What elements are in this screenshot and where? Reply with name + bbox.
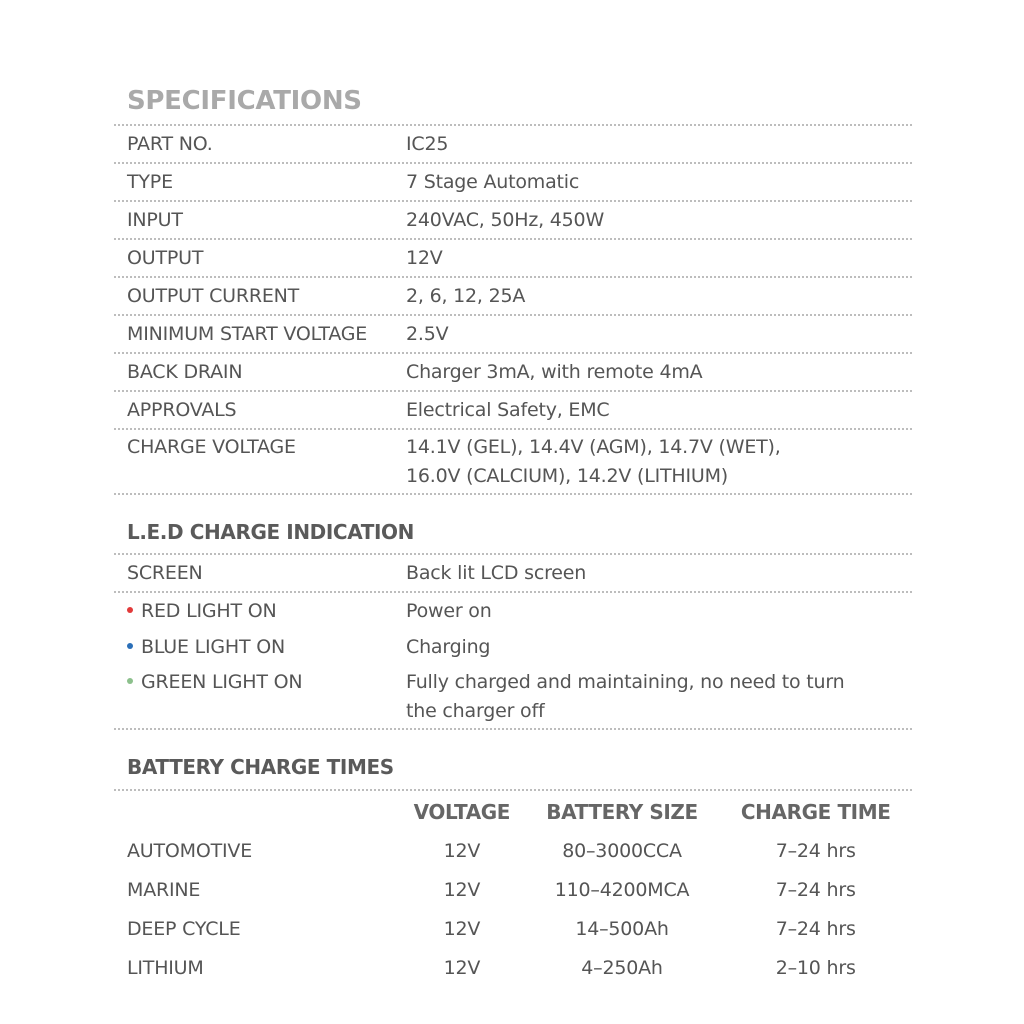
spec-row-charge-voltage (114, 430, 912, 493)
green-dot-icon (127, 678, 133, 684)
led-value-line: Fully charged and maintaining, no need to turn (406, 671, 845, 693)
charge-times-table (114, 791, 912, 987)
spec-row-output-current (114, 278, 912, 314)
cell-battery-size: 4–250Ah (581, 956, 663, 979)
table-header-empty (114, 791, 399, 831)
spec-value-line: 14.1V (GEL), 14.4V (AGM), 14.7V (WET), (406, 436, 781, 458)
cell-battery-type: DEEP CYCLE (127, 917, 241, 940)
red-dot-icon (127, 607, 133, 613)
spec-value: 2, 6, 12, 25A (406, 285, 526, 307)
spec-row-back-drain (114, 354, 912, 390)
led-row-screen (114, 555, 912, 591)
led-value-line: the charger off (406, 700, 545, 722)
cell-voltage: 12V (443, 917, 481, 940)
spec-row-type (114, 164, 912, 200)
table-header-row (114, 791, 912, 831)
charge-times-heading: BATTERY CHARGE TIMES (127, 755, 394, 779)
column-header-charge-time: CHARGE TIME (740, 800, 891, 824)
spec-label: TYPE (127, 171, 173, 193)
spec-label: APPROVALS (127, 399, 237, 421)
led-label (114, 668, 406, 697)
cell-battery-type: AUTOMOTIVE (127, 839, 253, 862)
spec-value: Charger 3mA, with remote 4mA (406, 361, 703, 383)
spec-row-input (114, 202, 912, 238)
cell-voltage: 12V (443, 878, 481, 901)
led-value: Charging (406, 636, 491, 658)
led-value: Power on (406, 600, 492, 622)
spec-value: 2.5V (406, 323, 449, 345)
spec-label: OUTPUT (127, 247, 204, 269)
spec-label: OUTPUT CURRENT (127, 285, 300, 307)
spec-label: INPUT (127, 209, 183, 231)
led-label (114, 597, 406, 626)
spec-label: BACK DRAIN (127, 361, 243, 383)
led-row-blue (114, 629, 912, 665)
column-header-battery-size: BATTERY SIZE (546, 800, 698, 824)
led-label (114, 633, 406, 662)
cell-charge-time: 7–24 hrs (775, 917, 856, 940)
led-section-heading: L.E.D CHARGE INDICATION (127, 520, 414, 544)
table-row (114, 831, 912, 870)
led-label-text: RED LIGHT ON (141, 600, 277, 622)
cell-battery-type: MARINE (127, 878, 201, 901)
led-row-green (114, 665, 912, 728)
led-label: SCREEN (127, 562, 203, 584)
cell-voltage: 12V (443, 956, 481, 979)
cell-battery-type: LITHIUM (127, 956, 204, 979)
spec-value: IC25 (406, 133, 449, 155)
cell-battery-size: 110–4200MCA (554, 878, 690, 901)
page-title: SPECIFICATIONS (127, 86, 362, 116)
table-row (114, 948, 912, 987)
led-label-text: GREEN LIGHT ON (141, 671, 303, 693)
cell-charge-time: 2–10 hrs (775, 956, 856, 979)
spec-value: 240VAC, 50Hz, 450W (406, 209, 605, 231)
spec-row-min-start-voltage (114, 316, 912, 352)
spec-row-part-no (114, 126, 912, 162)
led-label-text: BLUE LIGHT ON (141, 636, 286, 658)
table-row (114, 870, 912, 909)
spec-row-approvals (114, 392, 912, 428)
spec-value: Electrical Safety, EMC (406, 399, 610, 421)
cell-charge-time: 7–24 hrs (775, 878, 856, 901)
table-row (114, 909, 912, 948)
spec-value (406, 433, 912, 491)
spec-row-output (114, 240, 912, 276)
column-header-voltage: VOLTAGE (413, 800, 511, 824)
led-row-red (114, 593, 912, 629)
cell-battery-size: 80–3000CCA (562, 839, 682, 862)
spec-sheet (114, 84, 912, 987)
led-value (406, 668, 912, 726)
spec-label: PART NO. (127, 133, 213, 155)
cell-voltage: 12V (443, 839, 481, 862)
led-value: Back lit LCD screen (406, 562, 587, 584)
spec-value: 7 Stage Automatic (406, 171, 580, 193)
spec-value: 12V (406, 247, 443, 269)
cell-charge-time: 7–24 hrs (775, 839, 856, 862)
spec-label: CHARGE VOLTAGE (127, 436, 296, 458)
blue-dot-icon (127, 643, 133, 649)
cell-battery-size: 14–500Ah (575, 917, 669, 940)
spec-label: MINIMUM START VOLTAGE (127, 323, 368, 345)
spec-value-line: 16.0V (CALCIUM), 14.2V (LITHIUM) (406, 465, 729, 487)
